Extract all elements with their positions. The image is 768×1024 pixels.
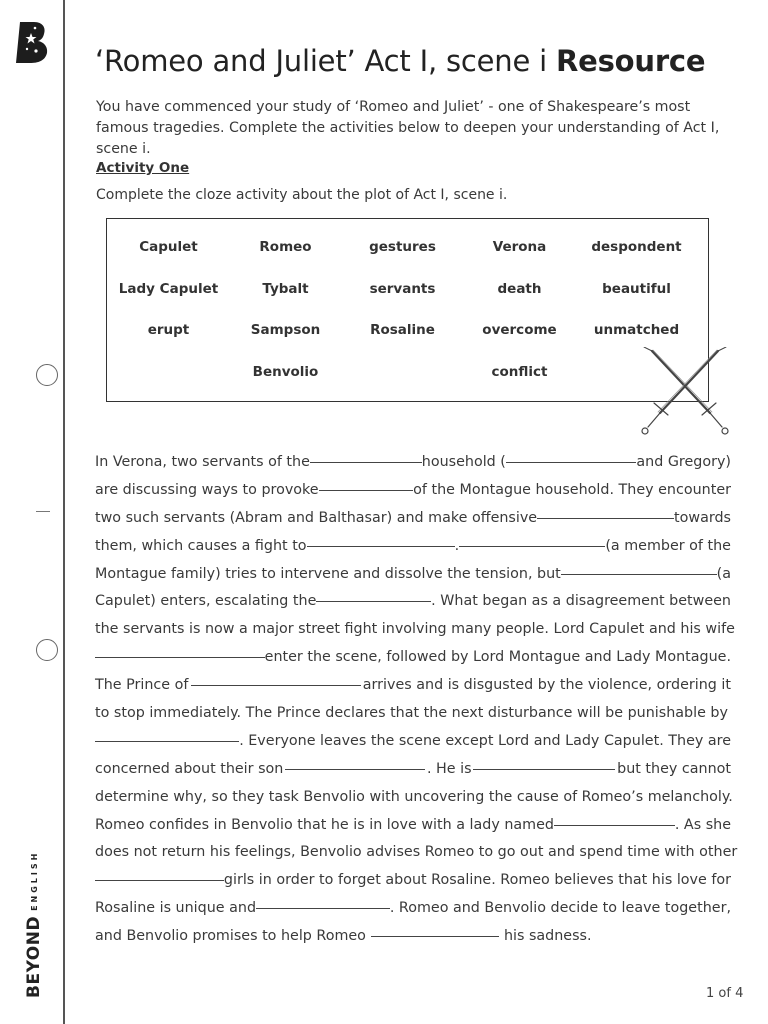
passage-text: household ( [421, 454, 506, 470]
answer-blank[interactable] [459, 533, 605, 547]
word-bank-item: overcome [482, 322, 557, 338]
answer-blank[interactable] [285, 756, 425, 770]
margin-rule [63, 0, 65, 1024]
passage-text: them, which causes a fight to [95, 537, 307, 554]
beyond-logo-icon [14, 20, 50, 64]
passage-text: the servants is now a major street fight involving many people. Lord Capulet and his wife [95, 621, 735, 638]
fold-mark [36, 511, 50, 512]
title-main: ‘Romeo and Juliet’ Act I, scene i [95, 44, 556, 78]
answer-blank[interactable] [191, 672, 361, 686]
punch-hole [36, 639, 58, 661]
word-bank-item: Tybalt [262, 281, 309, 297]
page-title [95, 44, 705, 78]
passage-text: determine why, so they task Benvolio with uncovering the cause of Romeo’s melancholy. [95, 788, 733, 805]
word-bank-item: Rosaline [370, 322, 435, 338]
passage-text: . [454, 537, 460, 554]
answer-blank[interactable] [316, 588, 431, 602]
word-bank [106, 218, 709, 402]
passage-text: to stop immediately. The Prince declares that the next disturbance will be punishable by [95, 705, 728, 722]
passage-line [95, 756, 731, 784]
answer-blank[interactable] [554, 812, 675, 826]
word-bank-item: unmatched [593, 322, 680, 338]
passage-line [95, 812, 731, 840]
answer-blank[interactable] [371, 923, 499, 937]
passage-text: . As she [674, 816, 731, 833]
answer-blank[interactable] [319, 477, 414, 491]
passage-line [95, 505, 731, 533]
passage-line [95, 588, 731, 616]
passage-line [95, 839, 738, 867]
answer-blank[interactable] [310, 449, 422, 463]
punch-hole [36, 364, 58, 386]
passage-line [95, 561, 731, 589]
word-bank-item: Verona [492, 239, 547, 255]
passage-text: arrives and is disgusted by the violence, ordering it [362, 677, 731, 694]
word-bank-item: Benvolio [252, 364, 319, 380]
answer-blank[interactable] [95, 728, 239, 742]
passage-text: . Everyone leaves the scene except Lord and Lady Capulet. They are [239, 732, 731, 749]
intro-paragraph: You have commenced your study of ‘Romeo and Juliet’ - one of Shakespeare’s most famous tragedies. Complete the activities below to deepen your understanding of Act I, scene i. [96, 99, 720, 157]
passage-line [95, 644, 731, 672]
answer-blank[interactable] [561, 561, 717, 575]
brand-wordmark [24, 851, 44, 998]
passage-line [95, 784, 731, 812]
passage-text: girls in order to forget about Rosaline. Romeo believes that his love for [223, 872, 731, 889]
activity-instruction: Complete the cloze activity about the plot of Act I, scene i. [96, 187, 508, 203]
answer-blank[interactable] [307, 533, 455, 547]
passage-line [95, 728, 731, 756]
word-bank-item: Capulet [139, 239, 198, 255]
answer-blank[interactable] [95, 644, 265, 658]
brand-sub: ENGLISH [30, 850, 39, 911]
answer-blank[interactable] [256, 895, 390, 909]
word-bank-item: servants [369, 281, 436, 297]
passage-text: . What began as a disagreement between [431, 593, 731, 610]
page-number: 1 of 4 [706, 986, 744, 1001]
word-bank-item: Romeo [259, 239, 312, 255]
passage-line [95, 895, 731, 923]
passage-text: In Verona, two servants of the [95, 454, 310, 470]
answer-blank[interactable] [506, 449, 637, 463]
cloze-passage [95, 449, 738, 951]
passage-text: (a [716, 565, 731, 582]
passage-text: Romeo confides in Benvolio that he is in love with a lady named [95, 816, 554, 833]
title-bold: Resource [556, 44, 706, 78]
word-bank-item: death [497, 281, 542, 297]
passage-text: and Gregory) [636, 454, 731, 470]
activity-heading: Activity One [96, 160, 190, 176]
word-bank-item: erupt [147, 322, 190, 338]
passage-line [95, 477, 731, 505]
answer-blank[interactable] [473, 756, 615, 770]
word-bank-item: gestures [369, 239, 436, 255]
crossed-swords-icon [636, 347, 734, 439]
word-bank-item: Lady Capulet [118, 281, 219, 297]
passage-text: towards [674, 509, 731, 526]
passage-text: enter the scene, followed by Lord Montague and Lady Montague. [264, 649, 731, 666]
passage-line [95, 672, 731, 700]
passage-text: . He is [426, 760, 472, 777]
passage-text: . Romeo and Benvolio decide to leave together, [389, 900, 731, 917]
passage-text: and Benvolio promises to help Romeo [95, 928, 366, 945]
passage-text: Rosaline is unique and [95, 900, 257, 917]
passage-text: his sadness. [503, 928, 592, 945]
passage-line [95, 533, 731, 561]
brand-name: BEYOND [24, 915, 44, 998]
answer-blank[interactable] [537, 505, 674, 519]
passage-text: Montague family) tries to intervene and dissolve the tension, but [95, 565, 561, 582]
passage-text: does not return his feelings, Benvolio advises Romeo to go out and spend time with other [95, 844, 738, 861]
passage-line [95, 616, 735, 644]
word-bank-item: Sampson [250, 322, 321, 338]
passage-text: Capulet) enters, escalating the [95, 593, 317, 610]
passage-text: but they cannot [617, 760, 731, 777]
word-bank-item: beautiful [602, 281, 671, 297]
passage-line [95, 923, 731, 951]
passage-line [95, 700, 731, 728]
passage-line [95, 449, 731, 477]
passage-text: The Prince of [95, 677, 189, 694]
passage-text: two such servants (Abram and Balthasar) and make offensive [95, 509, 538, 526]
answer-blank[interactable] [95, 867, 224, 881]
passage-text: are discussing ways to provoke [95, 481, 319, 498]
word-bank-item: despondent [591, 239, 682, 255]
passage-text: concerned about their son [95, 760, 284, 777]
passage-line [95, 867, 731, 895]
word-bank-item: conflict [491, 364, 548, 380]
passage-text: (a member of the [605, 537, 731, 554]
passage-text: of the Montague household. They encounter [413, 481, 731, 498]
